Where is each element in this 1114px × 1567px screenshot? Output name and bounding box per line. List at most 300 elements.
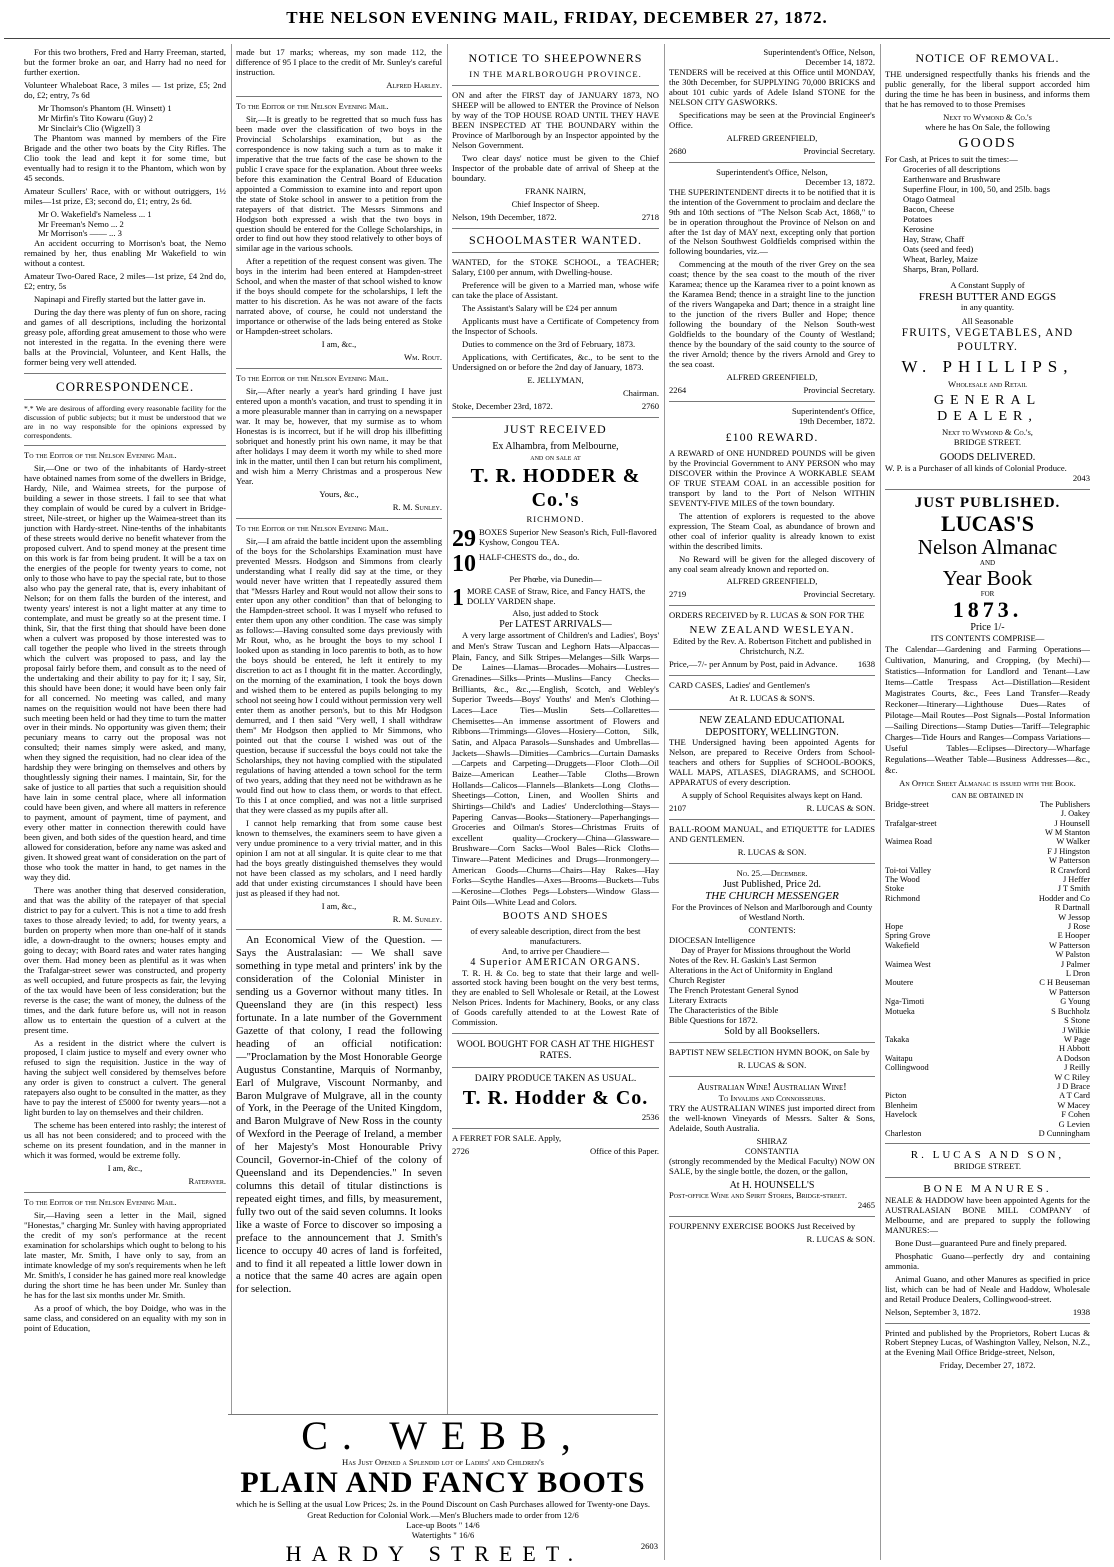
item-text: BOXES Superior New Season's Rich, Full-flavored Kyshow, Congou TEA. (479, 526, 657, 547)
regatta-text: During the day there was plenty of fun on shore, racing and games of all descriptions, including the horizontal greasy pole, affording great amusement to those who were not interested in the regatta. In the evening there were balls at the Provincial, Volunteer, and Kent Halls, the former being very well attended. (24, 307, 226, 368)
ad-line: Next to Wymond & Co.'s (943, 111, 1032, 122)
agent-place: Havelock (885, 1110, 918, 1120)
wine-heading: Australian Wine! Australian Wine! (697, 1082, 847, 1094)
baptist-ad: BAPTIST NEW SELECTION HYMN BOOK, on Sale by (669, 1047, 870, 1058)
wool-line: WOOL BOUGHT FOR CASH AT THE HIGHEST RATES. (456, 1039, 655, 1062)
reward-notice: The attention of explorers is requested to the above expression, The Steam Coal, as abundance of brown and other coal of inferior quality is already known to exist within the described limits. (669, 510, 875, 551)
contents-item: Notes of the Rev. H. Gaskin's Last Sermon (669, 955, 817, 965)
ad-line: R. LUCAS & SON. (806, 1234, 875, 1245)
agent-row (885, 1129, 1090, 1138)
agent-name: W Jessop (1058, 912, 1090, 922)
agent-row (885, 931, 1090, 940)
ad-line: where he has On Sale, the following (925, 121, 1050, 132)
agent-place: Toi-toi Valley (885, 865, 932, 875)
agent-row (885, 997, 1090, 1006)
item-number: 1 (452, 584, 464, 611)
divider (452, 1033, 659, 1034)
contents-item: Church Register (669, 974, 726, 985)
agent-place: Blenheim (885, 1100, 918, 1110)
agent-row (885, 875, 1090, 884)
divider (885, 489, 1090, 490)
item-text: MORE CASE of Straw, Rice, and Fancy HATS, the DOLLY VARDEN shape. (467, 585, 646, 606)
goods-item: Oats (seed and feed) (903, 243, 974, 254)
column-1 (24, 48, 226, 1558)
contents-item: Alterations in the Act of Uniformity in England (669, 964, 833, 975)
webb-line: which he is Selling at the usual Low Prices; 2s. in the Pound Discount on Cash Purchases allowed for Twenty-one Days. (235, 1499, 651, 1510)
almanac-contents: The Calendar—Gardening and Farming Operations—Cultivation, Manuring, and Cropping, (by Mechi)—Statistics—Information for Landlord and Tenant—Law Items—Cattle Trespass Act—Distillation—Resident Magistrates Courts, &c., Fees Land Transfer—Ready Reckoner—Itinerary—Lighthouse Dues—Rates of Pilotage—Mail Routes—Post Signals—Postal Information—Sailing Directions—Stamp Duties—Tariff—Telegraphic Charges—Tide Hours and Ranges—Compass Variations—Useful Tables—Eclipses—Directory—Wharfage Regulations—Weather Table—Business Addresses—&c., &c. (885, 643, 1090, 775)
divider (452, 85, 659, 86)
ad-footer (669, 804, 875, 814)
letter-heading: To the Editor of the Nelson Evening Mail. (236, 100, 389, 111)
agent-place: Waimea Road (885, 837, 932, 847)
agent-row (885, 837, 1090, 846)
agent-place: Charleston (885, 1128, 922, 1138)
item-10 (452, 550, 659, 577)
bone-manures-ad: Bone Dust—guaranteed Pure and finely prepared. (895, 1237, 1067, 1248)
result-line: Mr Freeman's Nemo ... 2 (38, 218, 124, 229)
depository-ad: THE Undersigned having been appointed Agents for Nelson, are prepared to Receive Orders from School-teachers and others for Supplies of SCHOOL-BOOKS, WALL MAPS, ATLASES, DIAGRAMS, and SCHOOL APPARATUS of every description. (669, 737, 875, 788)
webb-line: Has Just Opened a Splendid lot of Ladies' and Children's (342, 1457, 544, 1467)
agent-row (885, 922, 1090, 931)
divider (669, 1076, 875, 1077)
divider (885, 1323, 1090, 1324)
ad-line: ITS CONTENTS COMPRISE— (930, 632, 1045, 643)
regatta-text: For this two brothers, Fred and Harry Freeman, started, but the former broke an oar, and Harry had no need for further exertion. (24, 48, 226, 77)
letter-closing: I am, &c., (107, 1163, 143, 1174)
divider (669, 863, 875, 864)
ad-line: Also, just added to Stock (512, 607, 599, 618)
agent-name: W Macey (1057, 1100, 1090, 1110)
ad-number: 2043 (1072, 472, 1090, 483)
goods-list (885, 165, 1090, 275)
imprint: Printed and published by the Proprietors, Robert Lucas & Robert Stepney Lucas, of Washington Valley, Nelson, N.Z., at the Evening Mail Office Bridge-street, Nelson, (885, 1327, 1090, 1358)
letter-text: Sir,—I am afraid the battle incident upon the assembling of the boys for the Scholarships Examination must have prevented Messrs. Hodgson and Simmons from clearly understanding what I really did say at the time, or they would never have written that I repeatedly assured them that "Messrs Harley and Rout would not allow their sons to enter upon any other condition" than that of belonging to the Hampden-street school. It was I myself who refused to enter them upon any other condition. The case was simply as follows:—Having consulted some days previously with Mr Rout, who, as he brought the boys to my school I looked upon as standing in loco parentis to both, as to how the boys should be entered, he left it entirely to my discretion to act as I thought fit in the matter. Accordingly, on the morning of the examination, I took the boys down and wished them to be entered as pupils belonging to my school not seeing how I could without permission very well enter them as another person's, but to this Mr Hodgson demurred, and I then said "Very well, I shall withdraw them" Mr Hodgson then applied to Mr Simmons, who pointed out that the course I wished was out of the question, because if successful the boys could not take the Scholarships, they not having complied with the stipulated regulations of having attended a town school for the term of two years, adding that they need not be withdrawn as he would find out how to class them, or words to that effect. To this I at once complied, and was not a little surprised that they were classed as my pupils after all. (236, 535, 442, 815)
agent-row (885, 950, 1090, 959)
agent-name: J D Brace (1056, 1081, 1090, 1091)
item-1 (452, 584, 659, 611)
depository-title: NEW ZEALAND EDUCATIONAL DEPOSITORY, WELLINGTON. (699, 714, 845, 738)
ad-line: Price,—7/- per Annum by Post, paid in Advance. (669, 659, 838, 670)
ad-line: To Invalids and Connoisseurs. (718, 1092, 826, 1103)
agent-row (885, 866, 1090, 875)
ad-footer (885, 1308, 1090, 1318)
divider (236, 96, 442, 97)
ad-body: T. R. H. & Co. beg to state that their large and well-assorted stock having been bought on the very best terms, they are enabled to Sell Wholesale or Retail, at the Lowest Nelson Prices. Indents for Machinery, Books, or any class of Goods carefully attended to at the Lowest Rate of Commission. (452, 967, 659, 1028)
agent-row (885, 1016, 1090, 1025)
ad-line: All Seasonable (961, 316, 1014, 327)
ad-line: At R. LUCAS & SON'S. (729, 693, 815, 703)
scab-notice: THE SUPERINTENDENT directs it to be notified that it is the intention of the Government to proclaim and declare the 9th and 10th sections of "The Nelson Scab Act, 1868," to be in operation throughout the Province of Nelson on and after the 1st day of MAY next, excepting only that portion of the Nelson Southwest Goldfields comprised within the following boundaries, viz.— (669, 186, 875, 257)
letter-heading: To the Editor of the Nelson Evening Mail. (236, 522, 389, 533)
race-heading: Volunteer Whaleboat Race, 3 miles — 1st prize, £5; 2nd do, £2; entry, 7s 6d (24, 79, 226, 100)
ad-number: 2107 (669, 802, 687, 813)
ad-body: WANTED, for the STOKE SCHOOL, a TEACHER; Salary, £100 per annum, with Dwelling-house. (452, 257, 659, 278)
ad-number: 2719 (669, 589, 687, 600)
agent-name: A Dodson (1056, 1053, 1090, 1063)
ad-line: W. P. is a Purchaser of all kinds of Colonial Produce. (885, 462, 1067, 473)
letter-text: Sir,—Having seen a letter in the Mail, signed "Honestas," charging Mr. Sunley with having appropriated the credit of my son's performance at the recent examination for scholarships which ought to belong to his late master, Mr. Smith, I have only to say, from an intimate knowledge of my son's requirements when he left Mr. Smith's, I consider he has gained more real knowledge during the short time he has been under Mr. Sunley than he has for the last six months under Mr. Smith. (24, 1210, 226, 1300)
church-messenger-title: THE CHURCH MESSENGER (705, 890, 839, 903)
divider (669, 709, 875, 710)
agent-name: J Rose (1067, 922, 1090, 932)
letter-text: There was another thing that deserved consideration, and that was the ability of the ratepayer of that special district to pay for a culvert. This is not a time to add fresh taxes to those already levied; to add, for twenty years, a burden on property when more than one-half of it stands idle, a down-draught to the owners; houses empty and going to decay; with Board rates and water rates hanging over them. Had money been as plentiful as it was when the Trafalgar-street sewer was constructed, and property as well occupied, and future prospects as fair, the levying of the tax would have been of less consideration; but the reverse is the case; the want of money, the dulness of the times, and the dark future before us, will not in reason allow us to entertain the question of a culvert at the present time. (24, 884, 226, 1035)
divider (452, 1128, 659, 1129)
agent-place: Takaka (885, 1034, 910, 1044)
agent-row (885, 941, 1090, 950)
divider (24, 445, 226, 446)
correspondence-heading: CORRESPONDENCE. (55, 379, 195, 395)
notice-signature: ALFRED GREENFIELD, (726, 132, 818, 143)
letter-text: As a resident in the district where the culvert is proposed, I claim justice to myself and every owner who refused to sign the requisition. Justice in the way of having the subject well considered by themselves before any order is given to construct a culvert. The general ratepayers also ought to be consulted in the matter, as they have to pay the interest of £5000 for twenty years—not a light burden to lay on themselves and their children. (24, 1037, 226, 1118)
letter-text: As a proof of which, the boy Doidge, who was in the same class, and considered on an equality with my son in point of Education, (24, 1302, 226, 1333)
agent-row (885, 1120, 1090, 1129)
notice-body: ON and after the FIRST day of JANUARY 1873, NO SHEEP will be allowed to ENTER the Province of Nelson by way of the TOP HOUSE ROAD UNTIL THEY HAVE BEEN INSPECTED AT THE BOUNDARY within the Province of Marlborough by an Inspector appointed by the Nelson Government. (452, 89, 659, 150)
letter-signature: Ratepayer. (188, 1176, 226, 1187)
ad-line: For the Provinces of Nelson and Marlborough and County of Westland North. (671, 902, 873, 923)
notice-footer (452, 213, 659, 223)
yearbook-title: Year Book (942, 566, 1033, 591)
ad-number: 2680 (669, 145, 687, 156)
letter-heading: To the Editor of the Nelson Evening Mail. (236, 373, 389, 384)
letter-closing: I am, &c., (321, 900, 357, 911)
ad-date: Stoke, December 23rd, 1872. (452, 401, 553, 412)
boots-heading: BOOTS AND SHOES (502, 911, 609, 923)
agent-name: J Palmer (1060, 959, 1090, 969)
agent-name: J Reilly (1064, 1063, 1090, 1073)
letter-closing: I am, &c., (321, 339, 357, 350)
divider (452, 228, 659, 229)
agent-name: W Page (1063, 1034, 1090, 1044)
ad-line: Edited by the Rev. A. Robertson Fitchett and published in Christchurch, N.Z. (672, 636, 872, 657)
ad-line: R. LUCAS & SON. (806, 802, 875, 813)
race-results (24, 210, 226, 240)
letter-text: made but 17 marks; whereas, my son made 112, the difference of 95 I place to the credit of Mr. Sunley's careful instruction. (236, 48, 442, 77)
ad-line: An Office Sheet Almanac is issued with the Book. (899, 777, 1076, 788)
notice-signature: ALFRED GREENFIELD, (726, 372, 818, 383)
letter-heading: To the Editor of the Nelson Evening Mail. (24, 1197, 177, 1208)
goods-item: Bacon, Cheese (903, 203, 955, 214)
agent-name: D Cunningham (1038, 1128, 1090, 1138)
result-line: Mr Morrison's —— ... 3 (38, 228, 122, 239)
reward-notice: No Reward will be given for the alleged discovery of any coal seam already known and reported on. (669, 553, 875, 574)
goods-item: Groceries of all descriptions (903, 163, 1001, 174)
ad-line: Office of this Paper. (589, 1145, 659, 1156)
notice-signature-title: Chief Inspector of Sheep. (511, 198, 600, 209)
agent-name: R Dartnall (1054, 903, 1090, 913)
agent-row (885, 856, 1090, 865)
item-number: 10 (452, 550, 476, 577)
bone-manures-ad: Phosphatic Guano—perfectly dry and containing ammonia. (885, 1250, 1090, 1271)
ad-line: R. LUCAS & SON. (737, 1060, 807, 1071)
agent-place: The Wood (885, 875, 920, 885)
ad-line: A Constant Supply of (950, 279, 1025, 290)
wine-ad: TRY the AUSTRALIAN WINES just imported direct from the well-known Vineyards of Messrs. Salter & Sons, Adelaide, South Australia. (669, 1102, 875, 1133)
ad-footer (885, 464, 1090, 474)
agent-row (885, 1073, 1090, 1082)
divider (236, 368, 442, 369)
ad-line: Post-office Wine and Spirit Stores, Bridge-street. (669, 1190, 848, 1201)
imprint-date: Friday, December 27, 1872. (939, 1360, 1036, 1371)
ad-line: No. 25.—December. (736, 867, 808, 878)
agent-name: The Publishers (1039, 799, 1090, 809)
webb-price-line: Watertights " 16/6 (411, 1530, 475, 1541)
ad-footer (452, 402, 659, 412)
agent-place: Moutere (885, 978, 914, 988)
exercise-books-ad: FOURPENNY EXERCISE BOOKS Just Received by (669, 1221, 856, 1232)
ad-line: And, to arrive per Chaudiere— (501, 945, 610, 956)
agent-name: S Stone (1064, 1016, 1090, 1026)
agent-name: W Patterson (1048, 856, 1090, 866)
agent-name: W Palston (1055, 950, 1090, 960)
notice-signature: ALFRED GREENFIELD, (726, 576, 818, 587)
ad-number: 2718 (641, 211, 659, 222)
goods-item: Superfine Flour, in 100, 50, and 25lb. bags (903, 183, 1050, 194)
letter-signature: Wm. Rout. (404, 352, 442, 363)
scab-notice: Commencing at the mouth of the river Grey on the sea coast; thence by the sea coast to the mouth of the river Karamea; thence up the Karamea river to a point known as the Karamea Bend; thence in a straight line to the junction of the rivers Wangapeka and Dart; thence in a straight line to the junction of the rivers Buller and Hope; thence following the boundary of the Nelson South-west Goldfields to the boundary of the County of Westland; thence by the boundary of the said county to the source of the river Arnold; thence by the rivers Arnold and Grey to the sea coast. (669, 259, 875, 370)
webb-name: C. WEBB, (301, 1413, 585, 1458)
bone-manures-ad: NEALE & HADDOW have been appointed Agents for the AUSTRALASIAN BONE MILL COMPANY of Melbourne, and are prepared to supply the following MANURES:— (885, 1194, 1090, 1235)
office-date: December 13, 1872. (805, 176, 875, 187)
ad-number: 2760 (641, 401, 659, 412)
ad-body: Duties to commence on the 3rd of February, 1873. (462, 339, 636, 350)
column-divider (664, 44, 665, 1560)
agent-name: F J Hingston (1047, 846, 1090, 856)
item-29 (452, 525, 659, 552)
goods-item: Potatoes (903, 213, 933, 224)
ad-body: The Assistant's Salary will be £24 per annum (462, 303, 618, 314)
organs-line: 4 Superior AMERICAN ORGANS. (470, 956, 641, 968)
agent-row (885, 809, 1090, 818)
agent-row (885, 1044, 1090, 1053)
agent-name: C H Beuseman (1039, 978, 1090, 988)
tenders-notice: TENDERS will be received at this Office until MONDAY, the 30th December, for SUPPLYING 70,000 BRICKS and about 101 cubic yards of Adele Island STONE for the NELSON CITY GASWORKS. (669, 66, 875, 107)
office-line: Superintendent's Office, Nelson, (763, 48, 875, 57)
goods-item: Wheat, Barley, Maize (903, 253, 978, 264)
agent-place: Waitapu (885, 1053, 913, 1063)
ad-line: Next to Wymond & Co.'s, (942, 427, 1033, 438)
letter-signature: R. M. Sunley. (392, 501, 442, 512)
ad-body: Preference will be given to a Married man, whose wife can take the place of Assistant. (452, 280, 659, 301)
agent-place: Stoke (885, 884, 905, 894)
item-text: HALF-CHESTS do., do., do. (479, 551, 580, 562)
contents-item: Day of Prayer for Missions throughout the World (681, 945, 851, 956)
ad-line: and on sale at (530, 451, 581, 462)
agent-name: F Cohen (1061, 1110, 1090, 1120)
ad-line: CAN BE OBTAINED IN (951, 791, 1024, 800)
agent-row (885, 800, 1090, 809)
goods-item: Kerosine (903, 223, 935, 234)
notice-signature: FRANK NAIRN, (525, 185, 586, 196)
agent-name: L Dron (1065, 969, 1090, 979)
letter-text: After a repetition of the request consent was given. The boys in the interim had been entered at Hampden-street School, and when the master of that school wished to know if the boys should compete for the scholarships, I left the matter to his discretion. As he was not aware of the facts narrated above, of course, he could not understand the importance or otherwise of the lads being entered as Stoke or Hampden-street scholars. (236, 256, 442, 337)
webb-boots-ad (228, 1414, 658, 1565)
divider (885, 1177, 1090, 1178)
letter-text: Sir,—After nearly a year's hard grinding I have just entered upon a month's vacation, and trust to spending it in a more pleasurable manner than in carrying on a newspaper war. It may be, however, that my surmise as to whom Honestas is is incorrect, but if he will drop his illbefitting sobriquet and honestly print his own name, it may be that after holidays I may deem it worth my while to shed more ink in the matter, until then I can but return his compliment, and wish him a Merry Christmas and a prosperous New Year. (236, 386, 442, 486)
divider (236, 929, 442, 930)
letter-text: Sir,—One or two of the inhabitants of Hardy-street have obtained names from some of the dwellers in Bridge, Hardy, Nile, and Waimea streets, for the purpose of building a sewer in those streets. I fail to see that what they complain of would be cured by a culvert in Bridge-street, Nile-street, or higher up the Waimea-street than its junction with Hardy-street. Nine-tenths of the inhabitants of these streets would derive no benefit whatever from the proposed culvert. And to spend money at the present time on this work is far from being prudent. It will be a tax on the energies of the people for twenty years to come, not only to those who have to pay the special rate, but to those also who pay the general rate, that is, every inhabitant of Nelson; for on them falls the burden of the interest, and twenty years' interest is not a light matter at any time to contemplate, and must be greatly so at the present time. I think, Sir, that the first thing that should have been done when a culvert was proposed by those interested was to call together the people who lived in the streets through which the culvert was proposed to pass, and lay the proposal fairly before them, and consult as to the need of the undertaking and their ability to pay for it; I say, Sir, this should have been done; it would have been only fair for all concerned. No meeting was called, and many names on the requisition would not have been there had such meeting been held or had they time to turn the matter over in their minds. No opportunity was given them; their pecuniary means to carry out the proposal was not consulted; their names simply were asked, and many, when they signed the requisition, had no clear idea of the hardship they were bringing on themselves and others by thoughtlessly signing their names. I maintain, Sir, for the sake of justice to all parties that such a requisition should have lain in some central place, where all information could have been given, and where all matters in reference to payment, amount of payment, time of payment, and every other matter in connection therewith could have been given, and both sides of the question heard, and time allowed for consideration, before any name was asked and given. It showed great want of consideration on the part of those who took the matter in hand, to get names in the way they did. (24, 463, 226, 883)
ad-line: Ex Alhambra, from Melbourne, (492, 440, 619, 452)
ad-line: Per Phœbe, via Dunedin— (509, 573, 602, 584)
ad-line: Just Published, Price 2d. (722, 878, 822, 890)
ad-number: 1638 (857, 659, 875, 670)
ad-line: of every saleable description, direct from the best manufacturers. (470, 926, 641, 946)
ad-line: Sold by all Booksellers. (724, 1025, 820, 1037)
agent-name: A T Card (1059, 1091, 1090, 1101)
webb-street: HARDY STREET. (285, 1540, 584, 1566)
ad-number: 1938 (1072, 1306, 1090, 1317)
masthead-rule (4, 38, 1110, 39)
ad-body: Applications, with Certificates, &c., to be sent to the Undersigned on or before the 2nd day of January, 1873. (452, 352, 659, 373)
ad-line: A supply of School Requisites always kept on Hand. (681, 790, 863, 800)
agent-name: G Young (1060, 997, 1090, 1007)
regatta-text: The Phantom was manned by members of the Fire Brigade and the other two boats by the City Rifles. The Clio took the lead and kept it for some time, but eventually had to resign it to the Phantom, which won by 45 seconds. (24, 132, 226, 183)
office-line: Superintendent's Office, (791, 406, 875, 416)
letter-text: I cannot help remarking that from some cause best known to themselves, the examiners seem to have given a very undue prominence to a very trivial matter, and in this opinion I am not at all singular. It is quite clear to me that had the boys greatly distinguished themselves they would not have been classed as my scholars, and I need hardly add that under existing circumstances I should have been just as pleased if they had not. (236, 817, 442, 898)
agent-place: Wakefield (885, 940, 920, 950)
ad-number: 2536 (641, 1111, 659, 1122)
phillips-name: W. PHILLIPS, (901, 356, 1074, 376)
agent-row (885, 884, 1090, 893)
contents-item: The French Protestant General Synod (669, 984, 799, 995)
notice-signature-title: Provincial Secretary. (803, 385, 875, 396)
agent-row (885, 913, 1090, 922)
notice-footer (669, 386, 875, 396)
divider (452, 1067, 659, 1068)
agent-place: Collingwood (885, 1063, 929, 1073)
agent-name: R Crawford (1050, 865, 1090, 875)
ad-line: Per LATEST ARRIVALS— (499, 618, 612, 630)
hodder-name: T. R. HODDER & Co.'s (470, 465, 641, 511)
result-line: Mr Sinclair's Clio (Wigzell) 3 (38, 122, 141, 133)
ad-footer (452, 1147, 659, 1157)
ad-line: R. LUCAS & SON. (737, 846, 807, 857)
agent-place: Nga-Timoti (885, 997, 925, 1007)
webb-price-line: Lace-up Boots " 14/6 (406, 1519, 480, 1530)
ad-line: FOR (980, 590, 995, 599)
bone-manures-heading: BONE MANURES. (923, 1183, 1052, 1196)
agents-list (885, 800, 1090, 1139)
column-4 (669, 48, 875, 1558)
divider (236, 518, 442, 519)
ad-line: FRUITS, VEGETABLES, AND POULTRY. (901, 327, 1074, 353)
orders-ad: ORDERS RECEIVED by R. LUCAS & SON FOR THE (669, 610, 865, 621)
wine-name: SHIRAZ (756, 1135, 788, 1146)
ad-number: 2603 (640, 1540, 658, 1551)
card-cases-ad: CARD CASES, Ladies' and Gentlemen's (669, 680, 810, 691)
ad-number: 2465 (857, 1200, 875, 1211)
notice-signature-title: Provincial Secretary. (803, 145, 875, 156)
divider (24, 373, 226, 374)
agent-name: J T Smith (1057, 884, 1090, 894)
ad-line: GENERAL DEALER, (933, 392, 1042, 424)
letter-text: Sir,—It is greatly to be regretted that so much fuss has been made over the classification of two boys in the Provincial Scholarships examination, but as the correspondence is now taking such a turn as to make it imperative that the true facts of the case be shown to the public I crave space for the explanation. About three weeks before this examination the Central Board of Education appointed a Commission to examine into and report upon the state of Stoke school in answer to a petition from the ratepayers of that district. The Messrs Simmons and Hodgson both expressed a wish that the two boys in question should be entered for the College Scholarships, in order to find out how they stood relatively to other boys of similar age in the various schools. (236, 113, 442, 254)
notice-date: Nelson, 19th December, 1872. (452, 211, 557, 222)
agent-name: G Levien (1058, 1119, 1090, 1129)
agent-row (885, 828, 1090, 837)
agent-name: W M Stanton (1045, 827, 1090, 837)
agent-place: Bridge-street (885, 799, 929, 809)
race-heading: Amateur Scullers' Race, with or without outriggers, 1½ miles—1st prize, £3; second do, £1; entry, 2s 6d. (24, 185, 226, 206)
contents-item: The Characteristics of the Bible (669, 1004, 779, 1015)
agent-row (885, 1091, 1090, 1100)
contents-heading: CONTENTS: (748, 925, 796, 936)
ad-footer (669, 660, 875, 670)
agent-place: Spring Grove (885, 931, 931, 941)
divider (669, 1042, 875, 1043)
goods-list: A very large assortment of Children's and Ladies', Boys' and Men's Straw Tuscan and Leghorn Hats—Alpaccas—Plain, Fancy, and Silk Stripes—Melanges—Silk Warps—De Laines—Llamas—Brocades—Mohairs—Lustres—Grenadines—Silks—Prints—Muslins—Fancy Checks—Brilliants, &c., &c.,—English, Scotch, and Webley's Superior Tweeds—Boys' Youths' and Men's Clothing—Laces—Lace Ties—Muslin Sets—Collarettes—Chemisettes—An immense assortment of Flowers and Ribbons—Trimmings—Gloves—Hosiery—Cotton, Silk, Satin, and Alpaca Parasols—Sunshades and Umbrellas—Jackets—Shawls—Dimities—Cambrics—Curtain Damasks—Carpets and Carpeting—Druggets—Floor Cloth—Oil Baize—American Leather—Table Cloths—Brown Hollands—Calicos—Flannels—Blankets—Long Cloths—Sheetings—Cotton, Linen, and Woollen Shirts and Shirtings—Child's and Ladies' Underclothing—Stays—Papering Canvas—Books—Stationery—Paperhangings—Groceries and Oilman's Stores—Christmas Fruits of excellent quality—Crockery—China—Glassware—Brushware—Corn Sacks—Wool Bales—Rick Cloths—Tinware—Patent Medicines and Drugs—Ironmongery—American Goods—Churns—Chairs—Hay Rakes—Hay Forks—Scythe Handles—Axes—Brooms—Buckets—Tubs—Kerosine—Clothes Pegs—Lobsters—Window Glass—Paint Oils—White Lead and Colors. (452, 630, 659, 907)
divider (452, 252, 659, 253)
notice-footer (669, 590, 875, 600)
agent-name: J Heffer (1062, 875, 1090, 885)
result-line: Mr O. Wakefield's Nameless ... 1 (38, 208, 152, 219)
office-date: 19th December, 1872. (798, 415, 875, 426)
office-line: Superintendent's Office, Nelson, (716, 166, 828, 177)
ad-line: RICHMOND. (526, 513, 585, 524)
goods-item: Hay, Straw, Chaff (903, 233, 965, 244)
notice-body: Two clear days' notice must be given to the Chief Inspector of the probable date of arrival of Sheep at the boundary. (452, 152, 659, 183)
contents-item: Literary Extracts (669, 994, 727, 1005)
ad-line: FRESH BUTTER AND EGGS (918, 290, 1057, 303)
ad-line: in any quantity. (960, 302, 1015, 313)
agent-row (885, 960, 1090, 969)
ad-line: For Cash, at Prices to suit the times:— (885, 153, 1018, 164)
agent-name: W Patterson (1048, 940, 1090, 950)
office-date: December 14, 1872. (805, 56, 875, 67)
almanac-title: Nelson Almanac (917, 534, 1058, 559)
notice-signature-title: Provincial Secretary. (803, 589, 875, 600)
divider (669, 819, 875, 820)
agent-name: S Buchholz (1051, 1006, 1090, 1016)
ferret-ad: A FERRET FOR SALE. Apply, (452, 1132, 562, 1143)
ad-signature: E. JELLYMAN, (527, 375, 584, 386)
column-2 (236, 48, 442, 1558)
reward-heading: £100 REWARD. (725, 429, 819, 444)
column-3 (452, 48, 659, 1410)
ad-signature-title: Chairman. (622, 388, 659, 399)
agent-name: W Patterson (1048, 987, 1090, 997)
lucas-title: LUCAS'S (941, 510, 1034, 536)
ad-line: BRIDGE STREET. (953, 437, 1022, 448)
regatta-text: Napinapi and Firefly started but the latter gave in. (34, 294, 206, 305)
divider (669, 1216, 875, 1217)
agent-name: Hodder and Co (1038, 893, 1090, 903)
ad-number: 2726 (452, 1145, 470, 1156)
ad-line: R. LUCAS AND SON, (910, 1149, 1065, 1162)
agent-row (885, 1035, 1090, 1044)
agent-name: J Hounsell (1054, 818, 1090, 828)
goods-item: Sharps, Bran, Pollard. (903, 263, 979, 274)
agent-place: Hope (885, 922, 904, 932)
agent-row (885, 1063, 1090, 1072)
ad-line: Wholesale and Retail (948, 378, 1027, 389)
contents-list (669, 936, 875, 1026)
agent-row (885, 1110, 1090, 1119)
agent-place: Waimea West (885, 959, 931, 969)
hodder-name-2: T. R. Hodder & Co. (462, 1086, 649, 1109)
divider (669, 162, 875, 163)
reward-notice: A REWARD of ONE HUNDRED POUNDS will be given by the Provincial Government to ANY PERSON who may DISCOVER within the Province A WORKABLE SEAM OF TRUE STEAM COAL in an accessible position for transport by land to the Port of Nelson WITHIN SEVENTY-FIVE MILES of the town boundary. (669, 447, 875, 508)
divider (24, 399, 226, 400)
ad-body: Applicants must have a Certificate of Competency from the Inspector of Schools. (452, 316, 659, 337)
result-line: Mr Thomson's Phantom (H. Winsett) 1 (38, 102, 172, 113)
divider (669, 675, 875, 676)
ad-line: AND (979, 558, 996, 567)
disclaimer: *.* We are desirous of affording every reasonable facility for the discussion of public subjects; but it must be understood that we are in no way responsible for the opinions expressed by correspondents. (24, 404, 226, 440)
ad-line: GOODS DELIVERED. (939, 451, 1036, 463)
tenders-notice: Specifications may be seen at the Provincial Engineer's Office. (669, 109, 875, 130)
bone-manures-ad: Animal Guano, and other Manures as specified in price list, which can be had of Neale and Haddow, Wholesale and Retail Produce Dealers, Collingwood-street. (885, 1273, 1090, 1304)
agent-row (885, 1007, 1090, 1016)
